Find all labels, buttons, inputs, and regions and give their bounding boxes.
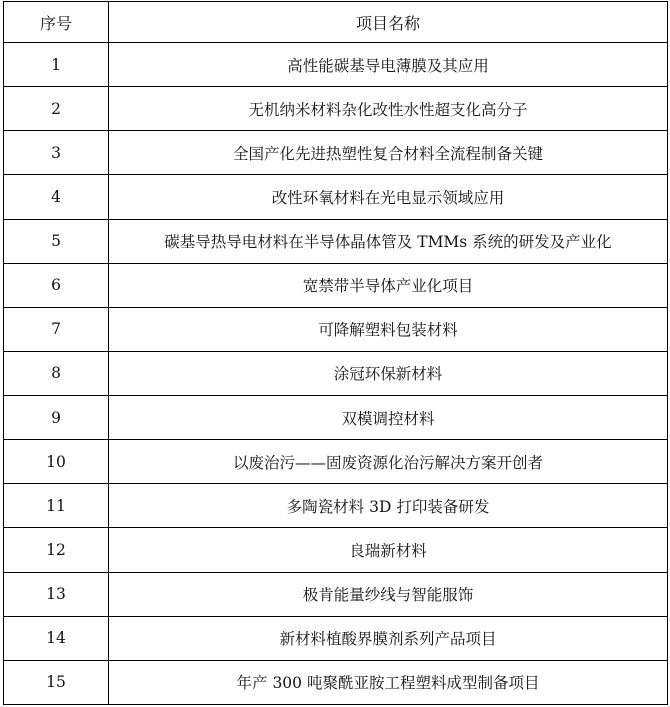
row-number: 1	[4, 43, 109, 87]
row-project-name: 年产 300 吨聚酰亚胺工程塑料成型制备项目	[109, 660, 668, 704]
table-row	[4, 351, 668, 395]
table-row	[4, 307, 668, 351]
table-row	[4, 131, 668, 175]
table-row	[4, 43, 668, 87]
header-serial-number: 序号	[4, 2, 109, 43]
row-number: 5	[4, 219, 109, 263]
row-number: 3	[4, 131, 109, 175]
row-project-name: 涂冠环保新材料	[109, 351, 668, 395]
table-row	[4, 175, 668, 219]
row-number: 11	[4, 484, 109, 528]
table-row	[4, 263, 668, 307]
row-number: 14	[4, 616, 109, 660]
table-row	[4, 660, 668, 704]
row-project-name: 新材料植酸界膜剂系列产品项目	[109, 616, 668, 660]
row-project-name: 无机纳米材料杂化改性水性超支化高分子	[109, 87, 668, 131]
row-number: 2	[4, 87, 109, 131]
header-project-name: 项目名称	[109, 2, 668, 43]
table-header	[4, 2, 668, 43]
row-number: 6	[4, 263, 109, 307]
row-number: 15	[4, 660, 109, 704]
table-row	[4, 616, 668, 660]
row-project-name: 宽禁带半导体产业化项目	[109, 263, 668, 307]
row-project-name: 双模调控材料	[109, 396, 668, 440]
row-project-name: 改性环氧材料在光电显示领域应用	[109, 175, 668, 219]
table-row	[4, 572, 668, 616]
table-row	[4, 396, 668, 440]
table-row	[4, 87, 668, 131]
row-project-name: 多陶瓷材料 3D 打印装备研发	[109, 484, 668, 528]
row-project-name: 全国产化先进热塑性复合材料全流程制备关键	[109, 131, 668, 175]
row-project-name: 碳基导热导电材料在半导体晶体管及 TMMs 系统的研发及产业化	[109, 219, 668, 263]
row-number: 7	[4, 307, 109, 351]
row-number: 8	[4, 351, 109, 395]
table-row	[4, 440, 668, 484]
table-body	[4, 43, 668, 705]
row-project-name: 高性能碳基导电薄膜及其应用	[109, 43, 668, 87]
project-table	[3, 1, 668, 705]
row-number: 4	[4, 175, 109, 219]
row-number: 10	[4, 440, 109, 484]
table-row	[4, 528, 668, 572]
row-project-name: 极肯能量纱线与智能服饰	[109, 572, 668, 616]
row-number: 9	[4, 396, 109, 440]
row-project-name: 以废治污——固废资源化治污解决方案开创者	[109, 440, 668, 484]
row-number: 13	[4, 572, 109, 616]
row-project-name: 良瑞新材料	[109, 528, 668, 572]
table-row	[4, 484, 668, 528]
table-row	[4, 219, 668, 263]
row-number: 12	[4, 528, 109, 572]
row-project-name: 可降解塑料包装材料	[109, 307, 668, 351]
header-row	[4, 2, 668, 43]
